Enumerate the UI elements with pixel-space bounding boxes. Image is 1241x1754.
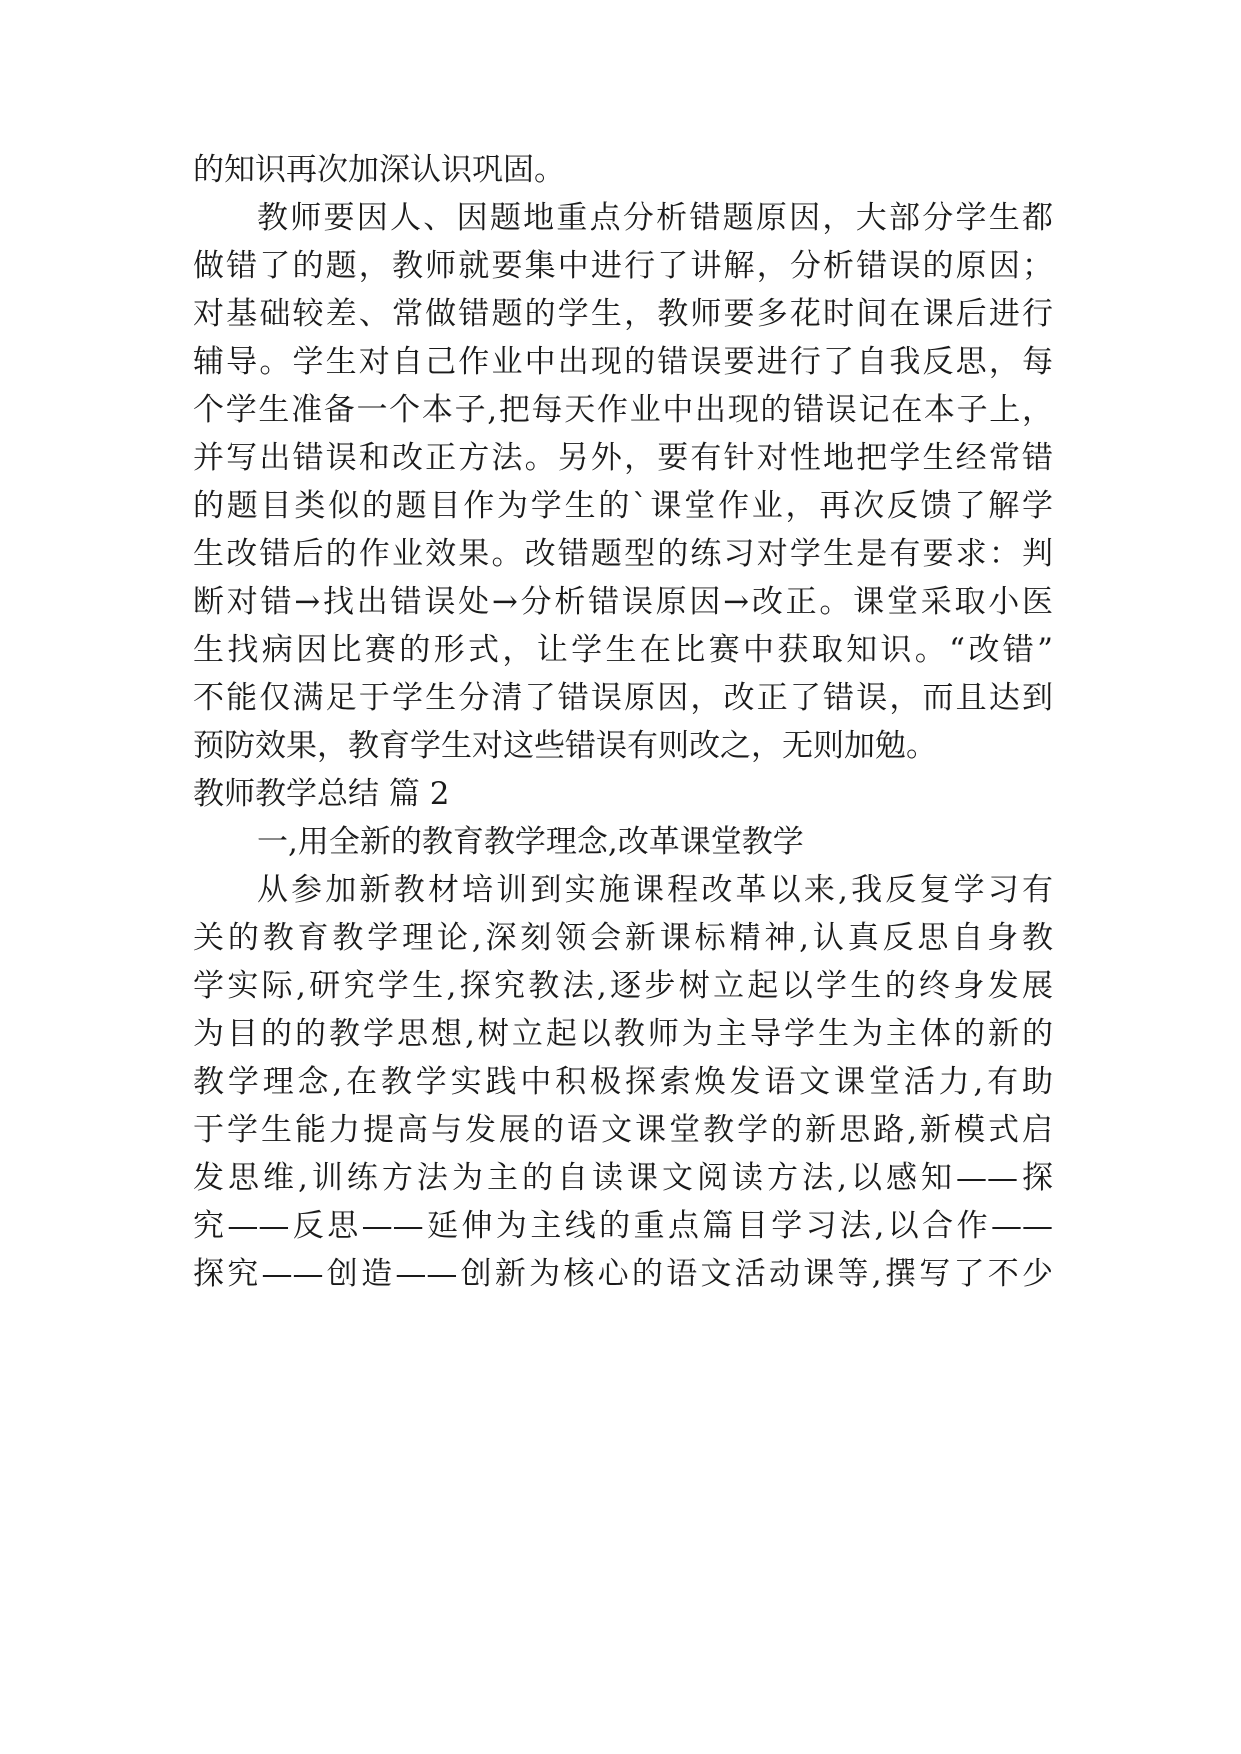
paragraph-line: 为目的的教学思想,树立起以教师为主导学生为主体的新的	[193, 1016, 1053, 1052]
paragraph-line: 探究——创造——创新为核心的语文活动课等,撰写了不少	[193, 1256, 1053, 1292]
paragraph-line: 生改错后的作业效果。改错题型的练习对学生是有要求：判	[193, 536, 1053, 572]
paragraph-line: 不能仅满足于学生分清了错误原因，改正了错误，而且达到	[193, 680, 1053, 716]
paragraph-line: 断对错→找出错误处→分析错误原因→改正。课堂采取小医	[193, 584, 1053, 620]
paragraph-line: 学实际,研究学生,探究教法,逐步树立起以学生的终身发展	[193, 968, 1053, 1004]
paragraph-line: 教学理念,在教学实践中积极探索焕发语文课堂活力,有助	[193, 1064, 1053, 1100]
paragraph-line: 生找病因比赛的形式，让学生在比赛中获取知识。“改错”	[193, 632, 1053, 668]
paragraph-first-line: 从参加新教材培训到实施课程改革以来,我反复学习有	[257, 872, 1053, 908]
paragraph-line: 的题目类似的题目作为学生的`课堂作业，再次反馈了解学	[193, 488, 1053, 524]
paragraph-line: 个学生准备一个本子,把每天作业中出现的错误记在本子上，	[193, 392, 1053, 428]
paragraph-line: 对基础较差、常做错题的学生，教师要多花时间在课后进行	[193, 296, 1053, 332]
paragraph-line: 发思维,训练方法为主的自读课文阅读方法,以感知——探	[193, 1160, 1053, 1196]
paragraph-line: 究——反思——延伸为主线的重点篇目学习法,以合作——	[193, 1208, 1053, 1244]
paragraph-line: 辅导。学生对自己作业中出现的错误要进行了自我反思，每	[193, 344, 1053, 380]
paragraph-line: 的知识再次加深认识巩固。	[193, 152, 565, 188]
paragraph-line: 于学生能力提高与发展的语文课堂教学的新思路,新模式启	[193, 1112, 1053, 1148]
paragraph-line: 做错了的题，教师就要集中进行了讲解，分析错误的原因；	[193, 248, 1053, 284]
paragraph-line: 关的教育教学理论,深刻领会新课标精神,认真反思自身教	[193, 920, 1053, 956]
subheading: 一,用全新的教育教学理念,改革课堂教学	[257, 824, 804, 860]
paragraph-line: 并写出错误和改正方法。另外，要有针对性地把学生经常错	[193, 440, 1053, 476]
paragraph-first-line: 教师要因人、因题地重点分析错题原因，大部分学生都	[257, 200, 1053, 236]
paragraph-line: 预防效果，教育学生对这些错误有则改之，无则加勉。	[193, 728, 937, 764]
section-heading: 教师教学总结 篇 2	[193, 776, 450, 812]
